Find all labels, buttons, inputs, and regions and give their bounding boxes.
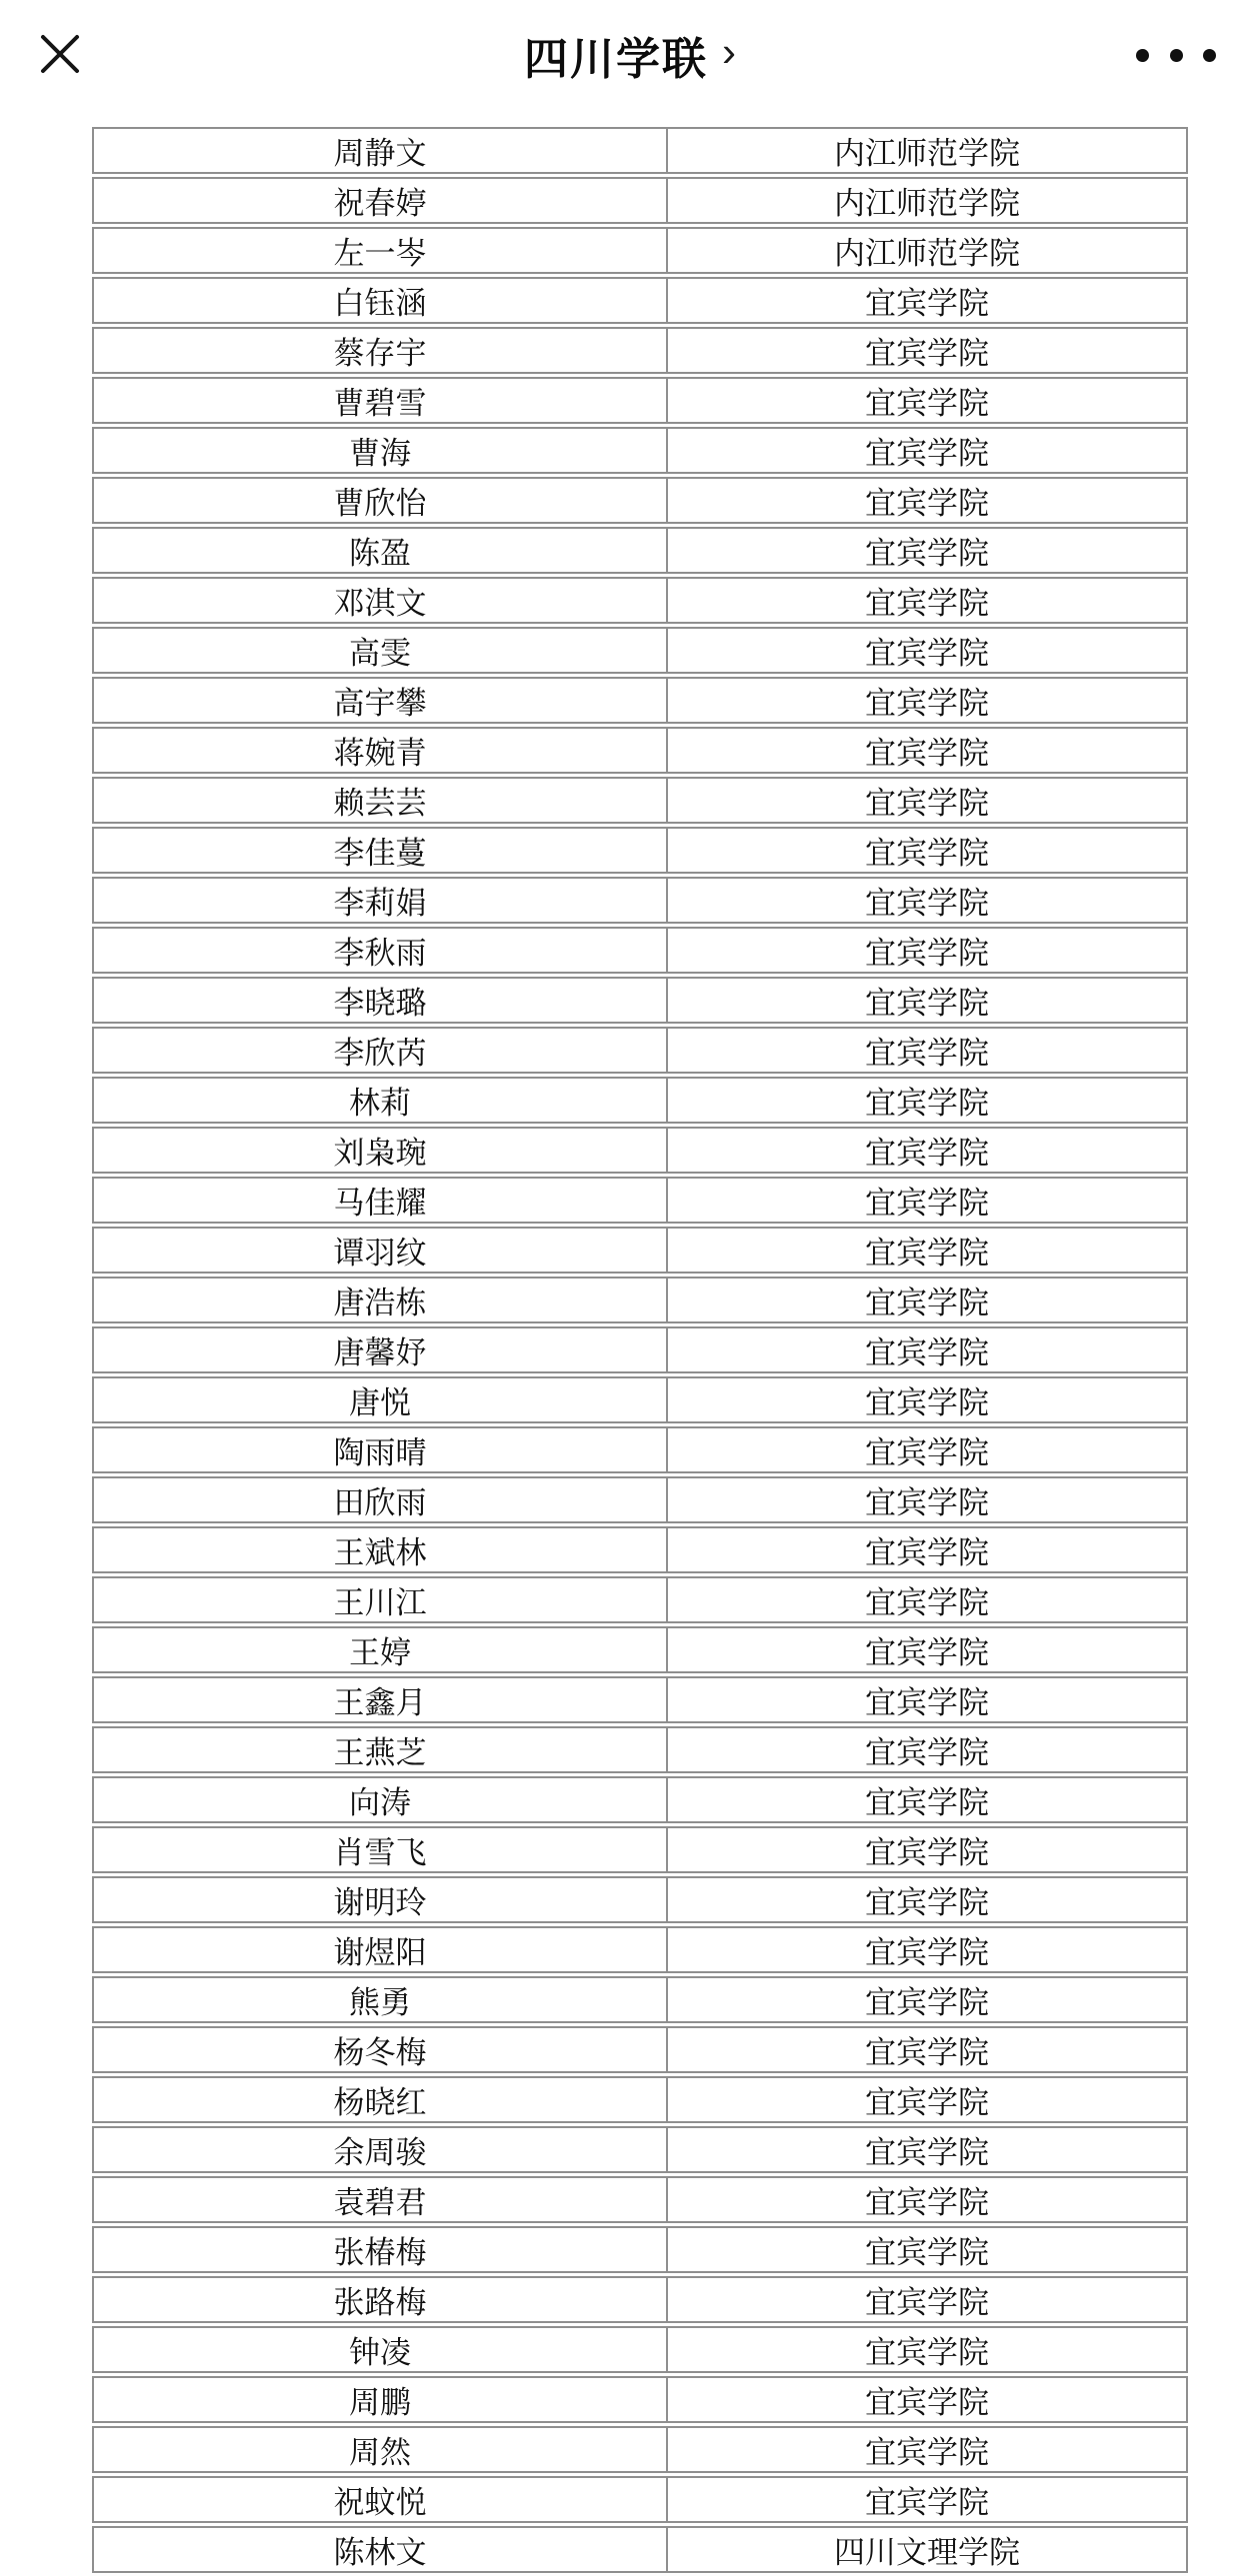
school-cell: 宜宾学院 bbox=[666, 777, 1188, 824]
school-cell: 宜宾学院 bbox=[666, 2076, 1188, 2123]
navbar bbox=[0, 0, 1260, 110]
school-cell: 宜宾学院 bbox=[666, 827, 1188, 874]
school-cell: 宜宾学院 bbox=[666, 1177, 1188, 1224]
name-cell: 向涛 bbox=[92, 1776, 668, 1823]
table-row bbox=[92, 1326, 1188, 1373]
school-cell: 宜宾学院 bbox=[666, 2226, 1188, 2273]
student-school-table[interactable] bbox=[92, 127, 1188, 2576]
name-cell: 谭羽纹 bbox=[92, 1227, 668, 1274]
name-cell: 王鑫月 bbox=[92, 1676, 668, 1723]
school-cell: 宜宾学院 bbox=[666, 1976, 1188, 2023]
more-menu-button[interactable] bbox=[1136, 40, 1216, 70]
school-cell: 宜宾学院 bbox=[666, 2176, 1188, 2223]
name-cell: 陶雨晴 bbox=[92, 1426, 668, 1473]
name-cell: 陈盈 bbox=[92, 527, 668, 574]
table-row bbox=[92, 827, 1188, 874]
table-row bbox=[92, 677, 1188, 724]
table-row bbox=[92, 1926, 1188, 1973]
school-cell: 宜宾学院 bbox=[666, 1926, 1188, 1973]
school-cell: 宜宾学院 bbox=[666, 727, 1188, 774]
more-dots-icon bbox=[1170, 49, 1183, 62]
school-cell: 宜宾学院 bbox=[666, 2326, 1188, 2373]
table-row bbox=[92, 927, 1188, 974]
school-cell: 宜宾学院 bbox=[666, 2376, 1188, 2423]
name-cell: 祝蚊悦 bbox=[92, 2476, 668, 2523]
school-cell: 宜宾学院 bbox=[666, 1876, 1188, 1923]
name-cell: 曹碧雪 bbox=[92, 377, 668, 424]
school-cell: 宜宾学院 bbox=[666, 1626, 1188, 1673]
table-row bbox=[92, 2026, 1188, 2073]
table-row bbox=[92, 1726, 1188, 1773]
school-cell: 宜宾学院 bbox=[666, 1426, 1188, 1473]
school-cell: 宜宾学院 bbox=[666, 327, 1188, 374]
name-cell: 唐馨妤 bbox=[92, 1326, 668, 1373]
table-row bbox=[92, 427, 1188, 474]
school-cell: 宜宾学院 bbox=[666, 1476, 1188, 1523]
school-cell: 宜宾学院 bbox=[666, 2476, 1188, 2523]
table-row bbox=[92, 1277, 1188, 1323]
school-cell: 宜宾学院 bbox=[666, 1326, 1188, 1373]
name-cell: 田欣雨 bbox=[92, 1476, 668, 1523]
school-cell: 宜宾学院 bbox=[666, 977, 1188, 1024]
table-row bbox=[92, 2276, 1188, 2323]
table-row bbox=[92, 277, 1188, 324]
table-row bbox=[92, 1626, 1188, 1673]
school-cell: 宜宾学院 bbox=[666, 2426, 1188, 2473]
table-row bbox=[92, 227, 1188, 274]
table-row bbox=[92, 2326, 1188, 2373]
table-row bbox=[92, 1476, 1188, 1523]
table-row bbox=[92, 2476, 1188, 2523]
table-row bbox=[92, 127, 1188, 174]
school-cell: 宜宾学院 bbox=[666, 277, 1188, 324]
name-cell: 李晓璐 bbox=[92, 977, 668, 1024]
table-row bbox=[92, 1776, 1188, 1823]
table-row bbox=[92, 777, 1188, 824]
name-cell: 祝春婷 bbox=[92, 177, 668, 224]
name-cell: 左一岑 bbox=[92, 227, 668, 274]
school-cell: 宜宾学院 bbox=[666, 927, 1188, 974]
name-cell: 唐浩栋 bbox=[92, 1277, 668, 1323]
school-cell: 宜宾学院 bbox=[666, 1077, 1188, 1124]
table-row bbox=[92, 2426, 1188, 2473]
name-cell: 张椿梅 bbox=[92, 2226, 668, 2273]
school-cell: 宜宾学院 bbox=[666, 1826, 1188, 1873]
table-row bbox=[92, 1127, 1188, 1174]
school-cell: 内江师范学院 bbox=[666, 127, 1188, 174]
name-cell: 周静文 bbox=[92, 127, 668, 174]
name-cell: 曹海 bbox=[92, 427, 668, 474]
school-cell: 宜宾学院 bbox=[666, 877, 1188, 924]
school-cell: 宜宾学院 bbox=[666, 1027, 1188, 1074]
name-cell: 钟凌 bbox=[92, 2326, 668, 2373]
name-cell: 赖芸芸 bbox=[92, 777, 668, 824]
school-cell: 内江师范学院 bbox=[666, 227, 1188, 274]
school-cell: 宜宾学院 bbox=[666, 1726, 1188, 1773]
school-cell: 宜宾学院 bbox=[666, 627, 1188, 674]
table-row bbox=[92, 1526, 1188, 1573]
school-cell: 宜宾学院 bbox=[666, 1676, 1188, 1723]
table-row bbox=[92, 477, 1188, 524]
table-row bbox=[92, 377, 1188, 424]
table-row bbox=[92, 1426, 1188, 1473]
name-cell: 王燕芝 bbox=[92, 1726, 668, 1773]
table-row bbox=[92, 1177, 1188, 1224]
more-dots-icon bbox=[1203, 49, 1216, 62]
name-cell: 杨冬梅 bbox=[92, 2026, 668, 2073]
table-row bbox=[92, 1826, 1188, 1873]
school-cell: 宜宾学院 bbox=[666, 1277, 1188, 1323]
school-cell: 宜宾学院 bbox=[666, 2126, 1188, 2173]
name-cell: 蔡存宇 bbox=[92, 327, 668, 374]
school-cell: 宜宾学院 bbox=[666, 2026, 1188, 2073]
name-cell: 高宇攀 bbox=[92, 677, 668, 724]
table-row bbox=[92, 2126, 1188, 2173]
school-cell: 内江师范学院 bbox=[666, 177, 1188, 224]
table-row bbox=[92, 1376, 1188, 1423]
name-cell: 蒋婉青 bbox=[92, 727, 668, 774]
name-cell: 李莉娟 bbox=[92, 877, 668, 924]
more-dots-icon bbox=[1136, 49, 1149, 62]
table-row bbox=[92, 1876, 1188, 1923]
table-row-partial bbox=[92, 2526, 1188, 2573]
name-cell: 曹欣怡 bbox=[92, 477, 668, 524]
name-cell: 肖雪飞 bbox=[92, 1826, 668, 1873]
name-cell: 陈林文 bbox=[92, 2526, 668, 2573]
name-cell: 刘枭琬 bbox=[92, 1127, 668, 1174]
table-row bbox=[92, 2076, 1188, 2123]
table-row bbox=[92, 2226, 1188, 2273]
table-row bbox=[92, 627, 1188, 674]
article-account-link[interactable] bbox=[0, 0, 1260, 110]
name-cell: 周鹏 bbox=[92, 2376, 668, 2423]
school-cell: 宜宾学院 bbox=[666, 1526, 1188, 1573]
school-cell: 宜宾学院 bbox=[666, 377, 1188, 424]
name-cell: 谢明玲 bbox=[92, 1876, 668, 1923]
name-cell: 李秋雨 bbox=[92, 927, 668, 974]
school-cell: 宜宾学院 bbox=[666, 1376, 1188, 1423]
name-cell: 杨晓红 bbox=[92, 2076, 668, 2123]
table-row bbox=[92, 1027, 1188, 1074]
name-cell: 白钰涵 bbox=[92, 277, 668, 324]
name-cell: 林莉 bbox=[92, 1077, 668, 1124]
table-row bbox=[92, 1227, 1188, 1274]
name-cell: 邓淇文 bbox=[92, 577, 668, 624]
name-cell: 袁碧君 bbox=[92, 2176, 668, 2223]
school-cell: 四川文理学院 bbox=[666, 2526, 1188, 2573]
table-row bbox=[92, 327, 1188, 374]
school-cell: 宜宾学院 bbox=[666, 1227, 1188, 1274]
name-cell: 马佳耀 bbox=[92, 1177, 668, 1224]
school-cell: 宜宾学院 bbox=[666, 1776, 1188, 1823]
name-cell: 李欣芮 bbox=[92, 1027, 668, 1074]
name-cell: 谢煜阳 bbox=[92, 1926, 668, 1973]
table-row bbox=[92, 977, 1188, 1024]
name-cell: 李佳蔓 bbox=[92, 827, 668, 874]
table-row bbox=[92, 577, 1188, 624]
name-cell: 余周骏 bbox=[92, 2126, 668, 2173]
name-cell: 王川江 bbox=[92, 1576, 668, 1623]
table-row bbox=[92, 1576, 1188, 1623]
name-cell: 熊勇 bbox=[92, 1976, 668, 2023]
table-row bbox=[92, 177, 1188, 224]
school-cell: 宜宾学院 bbox=[666, 1127, 1188, 1174]
table-row bbox=[92, 2376, 1188, 2423]
school-cell: 宜宾学院 bbox=[666, 527, 1188, 574]
table-row bbox=[92, 727, 1188, 774]
name-cell: 王婷 bbox=[92, 1626, 668, 1673]
school-cell: 宜宾学院 bbox=[666, 2276, 1188, 2323]
table-row bbox=[92, 877, 1188, 924]
table-row bbox=[92, 1676, 1188, 1723]
school-cell: 宜宾学院 bbox=[666, 427, 1188, 474]
table-row bbox=[92, 1077, 1188, 1124]
name-cell: 王斌林 bbox=[92, 1526, 668, 1573]
name-cell: 高雯 bbox=[92, 627, 668, 674]
name-cell: 唐悦 bbox=[92, 1376, 668, 1423]
school-cell: 宜宾学院 bbox=[666, 477, 1188, 524]
table-row bbox=[92, 527, 1188, 574]
name-cell: 张路梅 bbox=[92, 2276, 668, 2323]
table-row bbox=[92, 1976, 1188, 2023]
table-row bbox=[92, 2176, 1188, 2223]
chevron-right-icon: › bbox=[722, 28, 736, 75]
school-cell: 宜宾学院 bbox=[666, 577, 1188, 624]
page-title: 四川学联 bbox=[524, 35, 708, 84]
school-cell: 宜宾学院 bbox=[666, 677, 1188, 724]
name-cell: 周然 bbox=[92, 2426, 668, 2473]
school-cell: 宜宾学院 bbox=[666, 1576, 1188, 1623]
